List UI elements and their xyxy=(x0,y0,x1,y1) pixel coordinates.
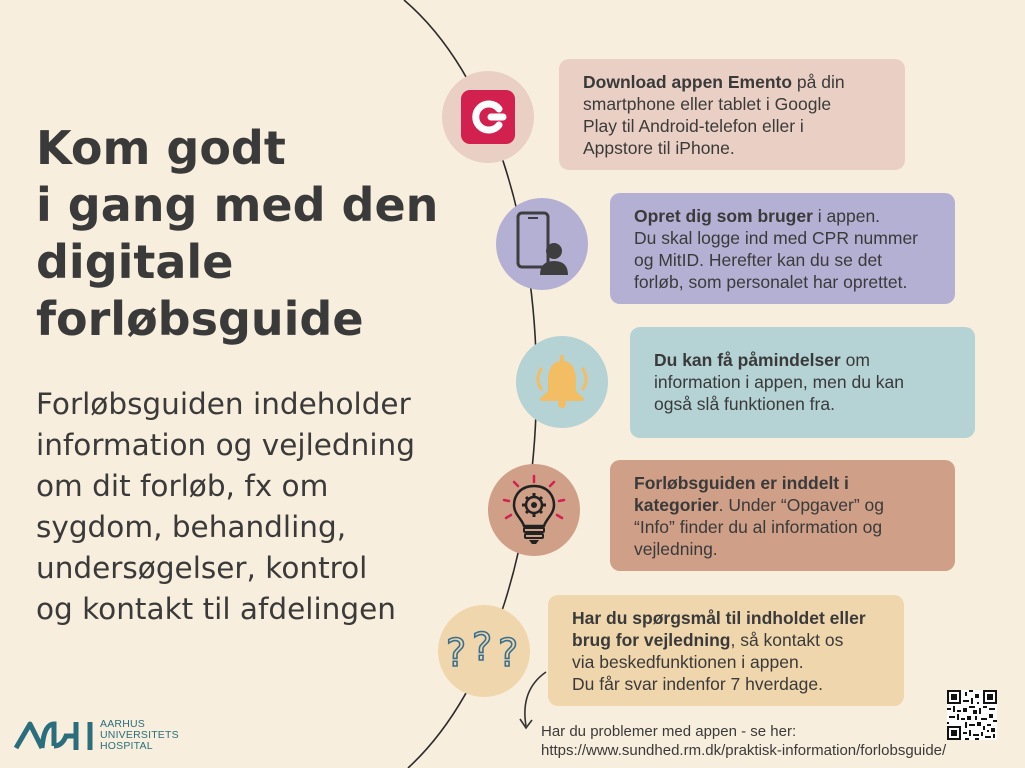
step5-text: via beskedfunktionen i appen. xyxy=(572,652,804,672)
phone-user-icon xyxy=(512,211,572,277)
question-marks-icon xyxy=(444,626,524,676)
qr-code[interactable] xyxy=(947,690,997,740)
lightbulb-gear-icon xyxy=(500,474,568,546)
step3-text: om xyxy=(840,350,870,370)
auh-logo xyxy=(14,718,179,752)
step4-text: . Under “Opgaver” og xyxy=(718,495,884,515)
footer-text: Har du problemer med appen - se her: xyxy=(541,723,797,740)
bell-icon xyxy=(529,349,595,415)
step1-bold-text: Download appen Emento xyxy=(583,72,793,92)
step2-text: og MitID. Herefter kan du se det xyxy=(634,250,883,270)
step5-bold-text: Har du spørgsmål til indholdet eller xyxy=(572,608,866,628)
step2-text: i appen. xyxy=(812,206,881,226)
step1-icon-circle xyxy=(442,71,534,163)
step4-text: “Info” finder du al information og xyxy=(634,517,883,537)
step1-text: Appstore til iPhone. xyxy=(583,138,735,158)
intro-text: Forløbsguiden indeholder information og vejledning om dit forløb, fx om sygdom, behandling, undersøgelser, kontrol og kontakt til afdelingen xyxy=(36,387,415,626)
step4-bold-text: kategorier xyxy=(634,495,719,515)
emento-app-icon xyxy=(461,90,515,144)
footer-help xyxy=(541,722,946,760)
step3-text: information i appen, men du kan xyxy=(654,372,905,392)
step1-box xyxy=(559,59,905,170)
step5-box xyxy=(548,595,904,706)
step3-text: også slå funktionen fra. xyxy=(654,394,835,414)
step4-box xyxy=(610,460,955,571)
step3-icon-circle xyxy=(516,336,608,428)
page-title: Kom godt i gang med den digitale forløbsguide xyxy=(36,121,439,346)
step2-text: forløb, som personalet har oprettet. xyxy=(634,272,908,292)
svg-text:?: ? xyxy=(472,626,493,669)
step2-bold-text: Opret dig som bruger xyxy=(634,206,813,226)
step5-bold-text: brug for vejledning xyxy=(572,630,731,650)
step3-bold-text: Du kan få påmindelser xyxy=(654,350,841,370)
auh-logo-mark xyxy=(14,718,94,752)
logo-text: AARHUS UNIVERSITETS HOSPITAL xyxy=(100,717,179,752)
step4-text: vejledning. xyxy=(634,539,718,559)
step1-text: smartphone eller tablet i Google xyxy=(583,94,832,114)
step1-text: på din xyxy=(792,72,845,92)
step3-box xyxy=(630,327,975,438)
step4-icon-circle xyxy=(488,464,580,556)
step2-box xyxy=(610,193,955,304)
footer-url-link[interactable]: https://www.sundhed.rm.dk/praktisk-information/forlobsguide/ xyxy=(541,742,947,759)
svg-text:?: ? xyxy=(446,631,467,675)
step4-bold-text: Forløbsguiden er inddelt i xyxy=(634,473,849,493)
step1-text: Play til Android-telefon eller i xyxy=(583,116,804,136)
step2-text: Du skal logge ind med CPR nummer xyxy=(634,228,919,248)
step5-text: Du får svar indenfor 7 hverdage. xyxy=(572,674,823,694)
step5-text: , så kontakt os xyxy=(730,630,844,650)
step2-icon-circle xyxy=(496,198,588,290)
svg-text:?: ? xyxy=(498,631,519,675)
